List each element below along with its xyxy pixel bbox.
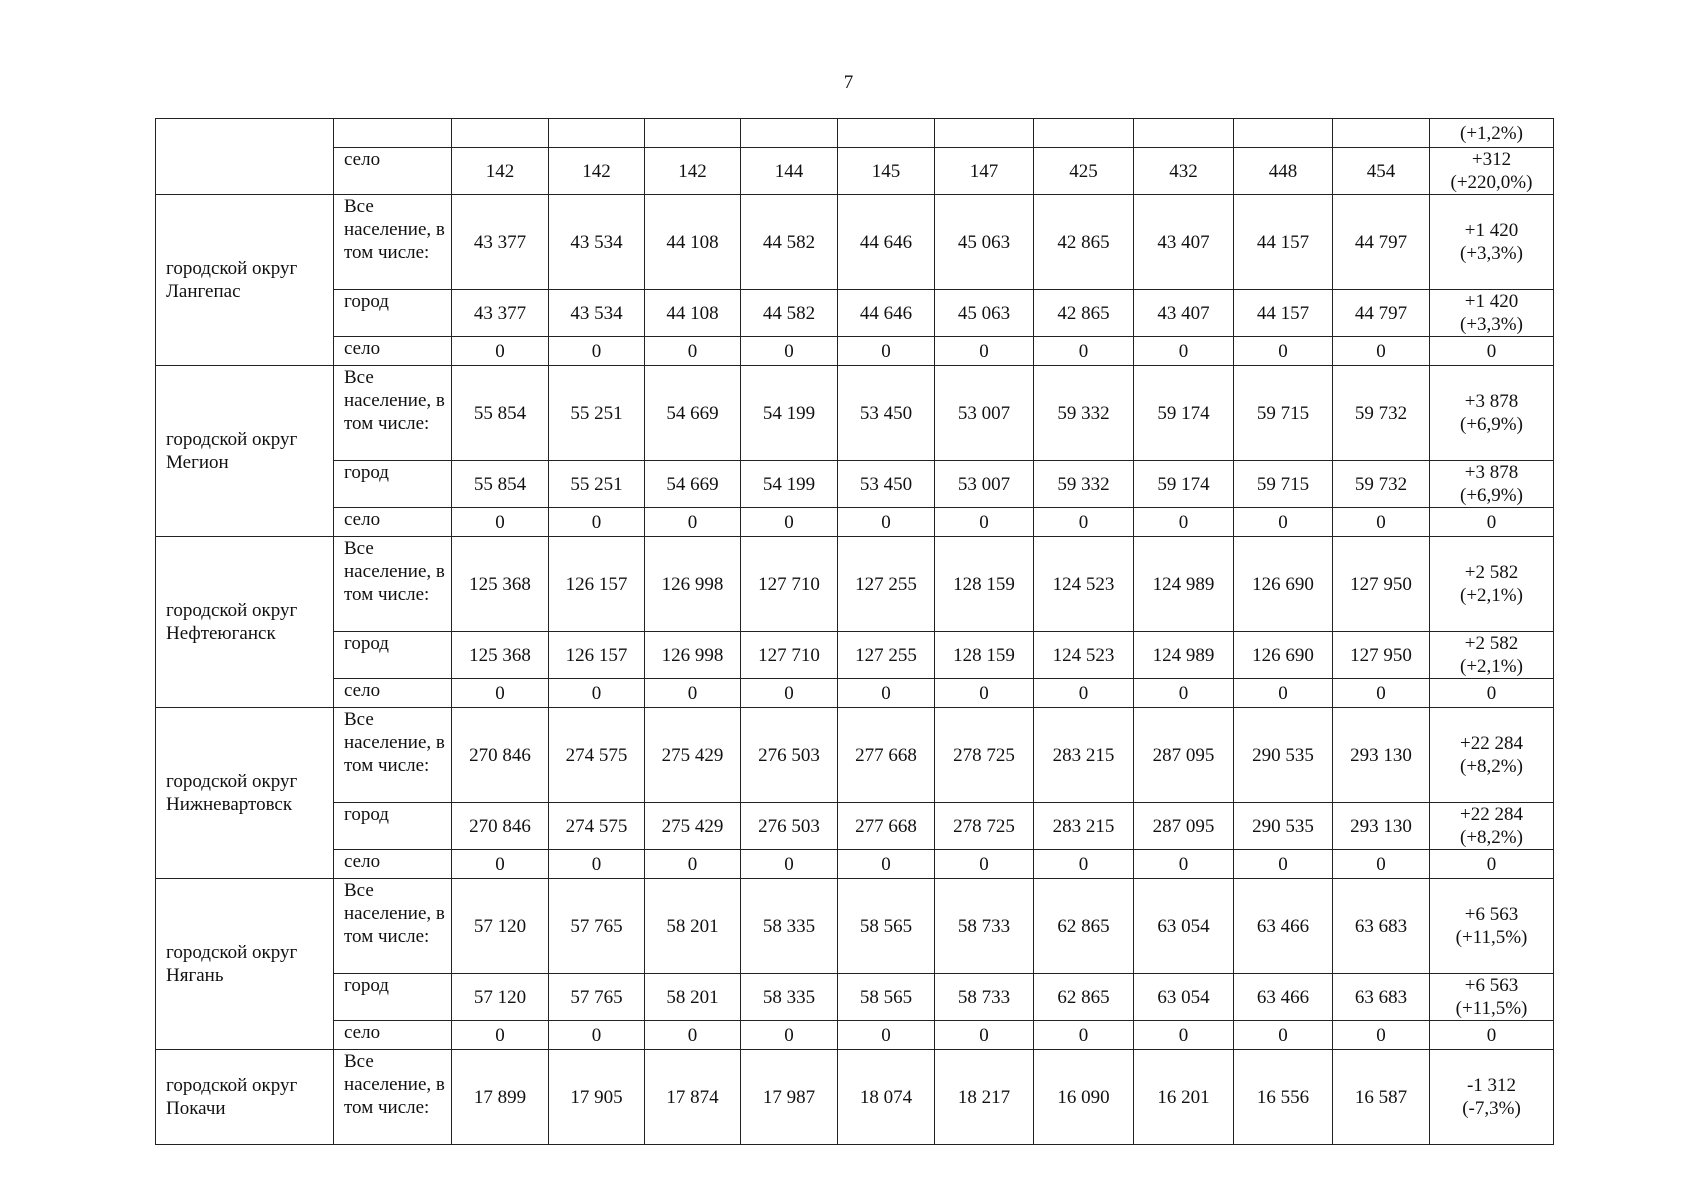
value-cell: 287 095 <box>1134 803 1234 850</box>
row-type-label: Все население, в том числе: <box>334 537 452 632</box>
change-cell: 0 <box>1430 679 1554 708</box>
continuation-district-cell <box>156 119 334 195</box>
value-cell: 58 335 <box>741 879 838 974</box>
change-absolute: +2 582 <box>1464 633 1519 654</box>
change-cell <box>1430 148 1554 195</box>
value-cell: 0 <box>1234 1021 1333 1050</box>
value-cell: 126 157 <box>549 537 645 632</box>
population-table <box>155 118 1554 1145</box>
value-cell: 128 159 <box>935 632 1034 679</box>
value-cell: 17 987 <box>741 1050 838 1145</box>
row-type-label: город <box>334 974 452 1021</box>
value-cell: 53 450 <box>838 366 935 461</box>
empty-cell <box>1134 119 1234 148</box>
value-cell: 144 <box>741 148 838 195</box>
change-cell: 0 <box>1430 337 1554 366</box>
value-cell: 44 646 <box>838 195 935 290</box>
value-cell: 0 <box>838 850 935 879</box>
value-cell: 127 950 <box>1333 632 1430 679</box>
value-cell: 126 690 <box>1234 537 1333 632</box>
page-number: 7 <box>843 72 854 93</box>
value-cell: 42 865 <box>1034 195 1134 290</box>
value-cell: 0 <box>1333 1021 1430 1050</box>
value-cell: 145 <box>838 148 935 195</box>
value-cell: 59 332 <box>1034 461 1134 508</box>
change-percent: (+11,5%) <box>1455 927 1528 948</box>
value-cell: 0 <box>741 1021 838 1050</box>
value-cell: 283 215 <box>1034 803 1134 850</box>
row-type-label: Все население, в том числе: <box>334 195 452 290</box>
value-cell: 0 <box>838 1021 935 1050</box>
value-cell: 57 765 <box>549 974 645 1021</box>
value-cell: 44 797 <box>1333 195 1430 290</box>
district-name: городской округ Нягань <box>156 879 334 1050</box>
district-name: городской округ Мегион <box>156 366 334 537</box>
value-cell: 270 846 <box>452 803 549 850</box>
value-cell: 42 865 <box>1034 290 1134 337</box>
empty-cell <box>838 119 935 148</box>
value-cell: 43 407 <box>1134 195 1234 290</box>
district-name: городской округ Нефтеюганск <box>156 537 334 708</box>
district-name: городской округ Лангепас <box>156 195 334 366</box>
district-village-row <box>156 337 1554 366</box>
value-cell: 44 108 <box>645 290 741 337</box>
value-cell: 0 <box>549 679 645 708</box>
value-cell: 44 157 <box>1234 195 1333 290</box>
value-cell: 127 255 <box>838 537 935 632</box>
value-cell: 142 <box>549 148 645 195</box>
row-type-label: село <box>334 337 452 366</box>
value-cell: 0 <box>1234 337 1333 366</box>
value-cell: 57 765 <box>549 879 645 974</box>
value-cell: 55 251 <box>549 366 645 461</box>
value-cell: 16 587 <box>1333 1050 1430 1145</box>
value-cell: 270 846 <box>452 708 549 803</box>
value-cell: 277 668 <box>838 708 935 803</box>
value-cell: 55 854 <box>452 461 549 508</box>
district-village-row <box>156 508 1554 537</box>
change-percent: (+6,9%) <box>1460 485 1523 506</box>
value-cell: 0 <box>1134 337 1234 366</box>
value-cell: 59 715 <box>1234 366 1333 461</box>
value-cell: 0 <box>1333 508 1430 537</box>
row-type-label: Все население, в том числе: <box>334 708 452 803</box>
change-absolute: +22 284 <box>1460 804 1523 825</box>
value-cell: 0 <box>645 337 741 366</box>
district-total-row <box>156 1050 1554 1145</box>
value-cell: 43 534 <box>549 290 645 337</box>
value-cell: 127 710 <box>741 537 838 632</box>
change-absolute: +6 563 <box>1464 975 1519 996</box>
row-type-label: город <box>334 632 452 679</box>
value-cell: 44 582 <box>741 195 838 290</box>
value-cell: 290 535 <box>1234 803 1333 850</box>
continuation-village-row <box>156 148 1554 195</box>
value-cell: 44 108 <box>645 195 741 290</box>
value-cell: 432 <box>1134 148 1234 195</box>
value-cell: 0 <box>645 1021 741 1050</box>
change-cell <box>1430 195 1554 290</box>
value-cell: 274 575 <box>549 803 645 850</box>
value-cell: 0 <box>1234 508 1333 537</box>
continuation-change-cell: (+1,2%) <box>1430 119 1554 148</box>
value-cell: 18 217 <box>935 1050 1034 1145</box>
change-absolute: -1 312 <box>1466 1075 1517 1096</box>
value-cell: 0 <box>645 679 741 708</box>
change-cell: 0 <box>1430 508 1554 537</box>
value-cell: 0 <box>1034 337 1134 366</box>
value-cell: 58 565 <box>838 879 935 974</box>
value-cell: 283 215 <box>1034 708 1134 803</box>
table-body <box>156 119 1554 1145</box>
value-cell: 0 <box>1034 850 1134 879</box>
value-cell: 54 199 <box>741 461 838 508</box>
value-cell: 126 157 <box>549 632 645 679</box>
value-cell: 124 989 <box>1134 537 1234 632</box>
value-cell: 0 <box>935 337 1034 366</box>
row-type-label: село <box>334 850 452 879</box>
empty-cell <box>452 119 549 148</box>
value-cell: 16 556 <box>1234 1050 1333 1145</box>
value-cell: 0 <box>741 850 838 879</box>
value-cell: 16 201 <box>1134 1050 1234 1145</box>
value-cell: 0 <box>1134 508 1234 537</box>
value-cell: 17 905 <box>549 1050 645 1145</box>
value-cell: 43 534 <box>549 195 645 290</box>
value-cell: 0 <box>1234 679 1333 708</box>
value-cell: 55 251 <box>549 461 645 508</box>
value-cell: 0 <box>1134 679 1234 708</box>
value-cell: 278 725 <box>935 708 1034 803</box>
value-cell: 58 565 <box>838 974 935 1021</box>
value-cell: 0 <box>1034 508 1134 537</box>
empty-cell <box>1333 119 1430 148</box>
district-total-row <box>156 879 1554 974</box>
row-type-label: село <box>334 148 452 195</box>
row-type-label: Все население, в том числе: <box>334 1050 452 1145</box>
change-absolute: +1 420 <box>1464 291 1519 312</box>
value-cell: 17 899 <box>452 1050 549 1145</box>
change-cell: 0 <box>1430 850 1554 879</box>
value-cell: 0 <box>838 508 935 537</box>
value-cell: 274 575 <box>549 708 645 803</box>
value-cell: 0 <box>1134 850 1234 879</box>
change-cell <box>1430 461 1554 508</box>
change-absolute: +2 582 <box>1464 562 1519 583</box>
change-cell <box>1430 537 1554 632</box>
change-percent: (+3,3%) <box>1460 314 1523 335</box>
value-cell: 54 199 <box>741 366 838 461</box>
value-cell: 448 <box>1234 148 1333 195</box>
value-cell: 59 715 <box>1234 461 1333 508</box>
value-cell: 53 450 <box>838 461 935 508</box>
value-cell: 58 335 <box>741 974 838 1021</box>
value-cell: 277 668 <box>838 803 935 850</box>
district-total-row <box>156 537 1554 632</box>
change-cell <box>1430 879 1554 974</box>
change-percent: (+6,9%) <box>1460 414 1523 435</box>
value-cell: 126 998 <box>645 632 741 679</box>
district-city-row <box>156 461 1554 508</box>
change-percent: (+2,1%) <box>1460 585 1523 606</box>
value-cell: 0 <box>645 850 741 879</box>
continuation-top-row <box>156 119 1554 148</box>
value-cell: 275 429 <box>645 708 741 803</box>
value-cell: 43 407 <box>1134 290 1234 337</box>
change-percent: (+2,1%) <box>1460 656 1523 677</box>
value-cell: 62 865 <box>1034 974 1134 1021</box>
empty-cell <box>645 119 741 148</box>
value-cell: 58 201 <box>645 879 741 974</box>
value-cell: 58 733 <box>935 879 1034 974</box>
value-cell: 57 120 <box>452 974 549 1021</box>
change-percent: (+3,3%) <box>1460 243 1523 264</box>
change-cell <box>1430 974 1554 1021</box>
value-cell: 0 <box>1333 679 1430 708</box>
value-cell: 59 732 <box>1333 461 1430 508</box>
value-cell: 127 950 <box>1333 537 1430 632</box>
value-cell: 142 <box>452 148 549 195</box>
value-cell: 0 <box>452 850 549 879</box>
value-cell: 0 <box>935 1021 1034 1050</box>
change-percent: (-7,3%) <box>1462 1098 1521 1119</box>
district-village-row <box>156 679 1554 708</box>
value-cell: 0 <box>452 337 549 366</box>
value-cell: 59 174 <box>1134 366 1234 461</box>
row-type-label: село <box>334 679 452 708</box>
change-percent: (+220,0%) <box>1450 172 1533 193</box>
value-cell: 276 503 <box>741 708 838 803</box>
district-name: городской округ Покачи <box>156 1050 334 1145</box>
change-absolute: +6 563 <box>1464 904 1519 925</box>
value-cell: 124 523 <box>1034 632 1134 679</box>
value-cell: 0 <box>741 679 838 708</box>
value-cell: 54 669 <box>645 366 741 461</box>
change-cell: 0 <box>1430 1021 1554 1050</box>
value-cell: 57 120 <box>452 879 549 974</box>
row-type-label: город <box>334 290 452 337</box>
empty-cell <box>1234 119 1333 148</box>
value-cell: 0 <box>935 679 1034 708</box>
value-cell: 43 377 <box>452 290 549 337</box>
change-absolute: +1 420 <box>1464 220 1519 241</box>
row-type-label: село <box>334 508 452 537</box>
value-cell: 293 130 <box>1333 708 1430 803</box>
value-cell: 59 732 <box>1333 366 1430 461</box>
value-cell: 276 503 <box>741 803 838 850</box>
value-cell: 63 466 <box>1234 974 1333 1021</box>
row-type-label: Все население, в том числе: <box>334 366 452 461</box>
district-total-row <box>156 366 1554 461</box>
value-cell: 63 683 <box>1333 974 1430 1021</box>
change-absolute: +3 878 <box>1464 462 1519 483</box>
change-absolute: +312 <box>1471 149 1512 170</box>
value-cell: 278 725 <box>935 803 1034 850</box>
value-cell: 53 007 <box>935 461 1034 508</box>
value-cell: 44 582 <box>741 290 838 337</box>
district-city-row <box>156 290 1554 337</box>
value-cell: 0 <box>1134 1021 1234 1050</box>
value-cell: 45 063 <box>935 290 1034 337</box>
value-cell: 124 523 <box>1034 537 1134 632</box>
district-total-row <box>156 195 1554 290</box>
change-cell <box>1430 632 1554 679</box>
value-cell: 44 646 <box>838 290 935 337</box>
value-cell: 0 <box>838 679 935 708</box>
change-percent: (+11,5%) <box>1455 998 1528 1019</box>
row-type-label: город <box>334 461 452 508</box>
value-cell: 128 159 <box>935 537 1034 632</box>
value-cell: 275 429 <box>645 803 741 850</box>
value-cell: 0 <box>549 1021 645 1050</box>
value-cell: 125 368 <box>452 537 549 632</box>
value-cell: 58 733 <box>935 974 1034 1021</box>
district-total-row <box>156 708 1554 803</box>
district-city-row <box>156 632 1554 679</box>
value-cell: 0 <box>1234 850 1333 879</box>
value-cell: 44 797 <box>1333 290 1430 337</box>
empty-cell <box>334 119 452 148</box>
district-village-row <box>156 1021 1554 1050</box>
value-cell: 0 <box>1034 679 1134 708</box>
value-cell: 290 535 <box>1234 708 1333 803</box>
value-cell: 17 874 <box>645 1050 741 1145</box>
value-cell: 287 095 <box>1134 708 1234 803</box>
empty-cell <box>741 119 838 148</box>
value-cell: 127 710 <box>741 632 838 679</box>
change-absolute: +22 284 <box>1460 733 1523 754</box>
value-cell: 59 174 <box>1134 461 1234 508</box>
change-cell <box>1430 1050 1554 1145</box>
empty-cell <box>1034 119 1134 148</box>
value-cell: 0 <box>452 1021 549 1050</box>
value-cell: 454 <box>1333 148 1430 195</box>
value-cell: 126 998 <box>645 537 741 632</box>
value-cell: 125 368 <box>452 632 549 679</box>
value-cell: 0 <box>645 508 741 537</box>
value-cell: 18 074 <box>838 1050 935 1145</box>
value-cell: 43 377 <box>452 195 549 290</box>
value-cell: 142 <box>645 148 741 195</box>
value-cell: 62 865 <box>1034 879 1134 974</box>
value-cell: 0 <box>935 850 1034 879</box>
value-cell: 63 054 <box>1134 974 1234 1021</box>
value-cell: 0 <box>452 508 549 537</box>
empty-cell <box>935 119 1034 148</box>
change-absolute: +3 878 <box>1464 391 1519 412</box>
value-cell: 58 201 <box>645 974 741 1021</box>
value-cell: 0 <box>549 850 645 879</box>
value-cell: 16 090 <box>1034 1050 1134 1145</box>
value-cell: 147 <box>935 148 1034 195</box>
value-cell: 0 <box>452 679 549 708</box>
district-name: городской округ Нижневартовск <box>156 708 334 879</box>
change-cell <box>1430 366 1554 461</box>
empty-cell <box>549 119 645 148</box>
row-type-label: село <box>334 1021 452 1050</box>
change-cell <box>1430 290 1554 337</box>
row-type-label: Все население, в том числе: <box>334 879 452 974</box>
value-cell: 0 <box>935 508 1034 537</box>
value-cell: 53 007 <box>935 366 1034 461</box>
row-type-label: город <box>334 803 452 850</box>
value-cell: 126 690 <box>1234 632 1333 679</box>
change-percent: (+8,2%) <box>1460 827 1523 848</box>
value-cell: 59 332 <box>1034 366 1134 461</box>
change-cell <box>1430 803 1554 850</box>
value-cell: 0 <box>549 337 645 366</box>
value-cell: 63 054 <box>1134 879 1234 974</box>
change-percent: (+8,2%) <box>1460 756 1523 777</box>
value-cell: 44 157 <box>1234 290 1333 337</box>
value-cell: 0 <box>1034 1021 1134 1050</box>
value-cell: 0 <box>741 508 838 537</box>
value-cell: 45 063 <box>935 195 1034 290</box>
district-city-row <box>156 803 1554 850</box>
district-city-row <box>156 974 1554 1021</box>
value-cell: 0 <box>549 508 645 537</box>
value-cell: 63 683 <box>1333 879 1430 974</box>
value-cell: 293 130 <box>1333 803 1430 850</box>
value-cell: 54 669 <box>645 461 741 508</box>
value-cell: 0 <box>1333 337 1430 366</box>
value-cell: 55 854 <box>452 366 549 461</box>
value-cell: 63 466 <box>1234 879 1333 974</box>
value-cell: 124 989 <box>1134 632 1234 679</box>
value-cell: 0 <box>838 337 935 366</box>
change-cell <box>1430 708 1554 803</box>
value-cell: 0 <box>741 337 838 366</box>
value-cell: 425 <box>1034 148 1134 195</box>
value-cell: 127 255 <box>838 632 935 679</box>
value-cell: 0 <box>1333 850 1430 879</box>
district-village-row <box>156 850 1554 879</box>
